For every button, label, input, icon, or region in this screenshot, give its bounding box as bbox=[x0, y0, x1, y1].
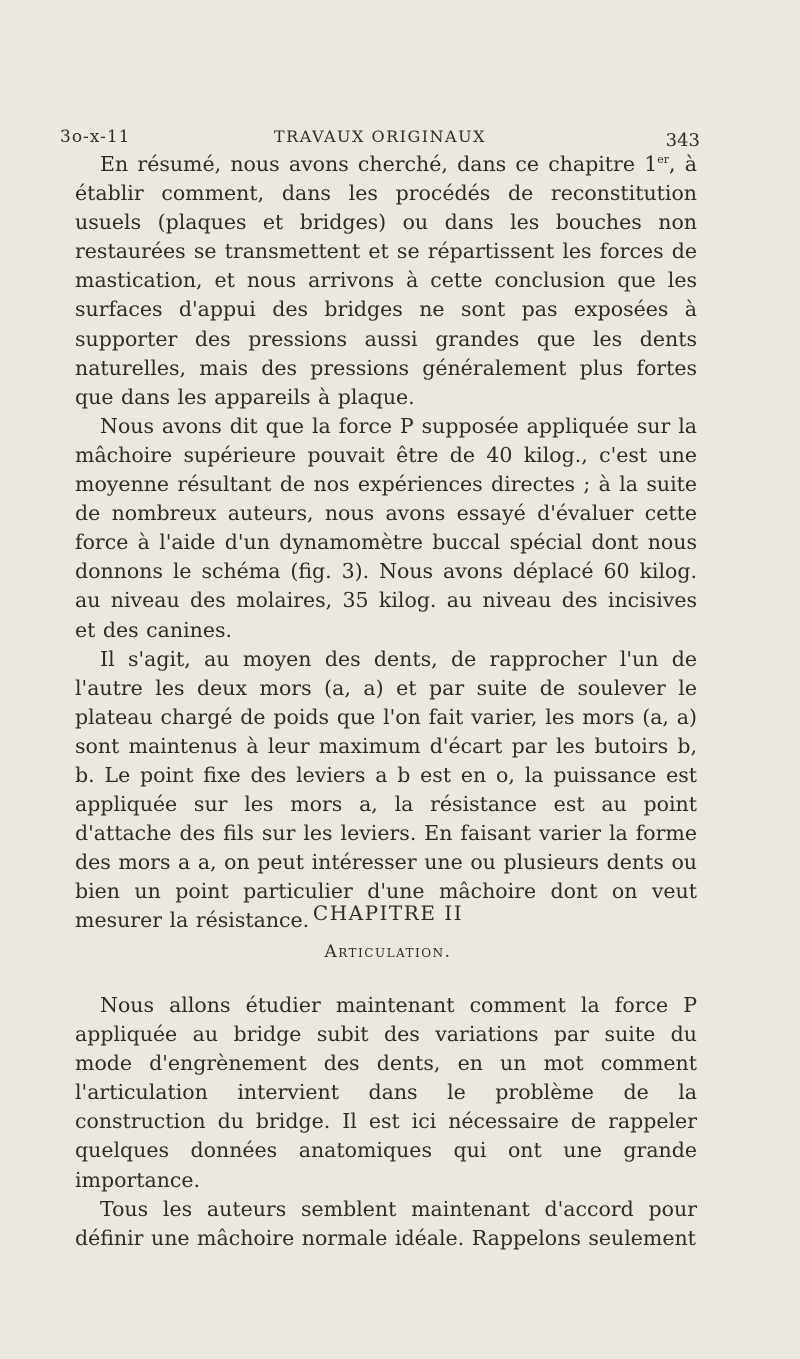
paragraph-dynamometer: Il s'agit, au moyen des dents, de rapprocher l'un de l'autre les deux mors (a, a) et par suite de soulever le plateau chargé de poids que l'on fait varier, les mors (a, a) sont maintenus à leur maximum d'écart par les butoirs b, b. Le point fixe des leviers a b est en o, la puissance est appliquée sur les mors a, la résistance est au point d'attache des fils sur les leviers. En faisant varier la forme des mors a a, on peut intéresser une ou plusieurs dents ou bien un point particulier d'une mâchoire dont on veut mesurer la résistance. bbox=[75, 646, 697, 933]
running-header bbox=[60, 127, 700, 151]
header-title: TRAVAUX ORIGINAUX bbox=[274, 127, 486, 146]
body-text-before-chapter bbox=[75, 150, 697, 936]
paragraph-force: Nous avons dit que la force P supposée appliquée sur la mâchoire supérieure pouvait être de 40 kilog., c'est une moyenne résultant de nos expériences directes ; à la suite de nombreux auteurs, nous avons essayé d'évaluer cette force à l'aide d'un dynamomètre buccal spécial dont nous donnons le schéma (fig. 3). Nous avons déplacé 60 kilog. au niveau des molaires, 35 kilog. au niveau des incisives et des canines. bbox=[75, 413, 697, 642]
paragraph-summary-rest: , à établir comment, dans les procédés de reconstitution usuels (plaques et bridges) ou dans les bouches non restaurées se transmettent et se répartissent les forces de mastication, et nous arrivons à cette conclusion que les surfaces d'appui des bridges ne sont pas exposées à supporter des pressions aussi grandes que les dents naturelles, mais des pressions généralement plus fortes que dans les appareils à plaque. bbox=[75, 152, 697, 409]
superscript-er: er bbox=[657, 153, 670, 167]
chapter-title: CHAPITRE II bbox=[312, 901, 464, 925]
body-text-after-chapter bbox=[75, 991, 697, 1253]
paragraph-summary bbox=[75, 150, 697, 412]
paragraph-articulation: Nous allons étudier maintenant comment la force P appliquée au bridge subit des variations par suite du mode d'engrènement des dents, en un mot comment l'articulation intervient dans le problème de la construction du bridge. Il est ici nécessaire de rappeler quelques données anatomiques qui ont une grande importance. bbox=[75, 993, 697, 1192]
page-number: 343 bbox=[665, 130, 700, 151]
header-date: 3o-x-11 bbox=[60, 127, 131, 147]
paragraph-authors: Tous les auteurs semblent maintenant d'accord pour définir une mâchoire normale idéale. Rappelons seulement bbox=[75, 1196, 697, 1250]
paragraph-summary-start: En résumé, nous avons cherché, dans ce chapitre 1 bbox=[100, 152, 658, 176]
section-title: Articulation. bbox=[324, 942, 452, 962]
